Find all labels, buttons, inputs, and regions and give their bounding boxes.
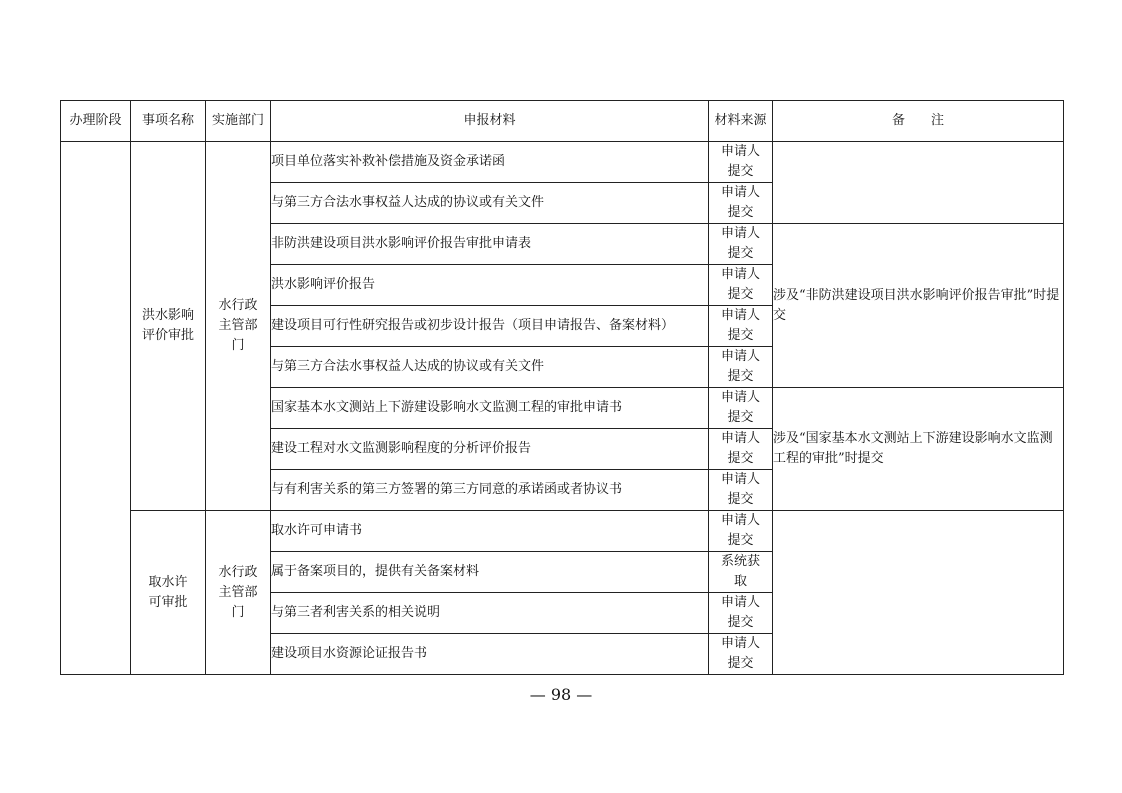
material-cell: 国家基本水文测站上下游建设影响水文监测工程的审批申请书 [271, 388, 709, 429]
header-stage: 办理阶段 [61, 101, 131, 142]
table-row [61, 142, 1064, 183]
header-item: 事项名称 [131, 101, 206, 142]
note-cell [773, 142, 1064, 224]
source-cell: 申请人提交 [709, 142, 773, 183]
material-cell: 取水许可申请书 [271, 511, 709, 552]
note-cell [773, 511, 1064, 675]
material-cell: 建设项目水资源论证报告书 [271, 634, 709, 675]
material-cell: 与第三者利害关系的相关说明 [271, 593, 709, 634]
source-cell: 申请人提交 [709, 593, 773, 634]
source-cell: 申请人提交 [709, 183, 773, 224]
item-name-cell: 洪水影响评价审批 [131, 142, 206, 511]
source-cell: 申请人提交 [709, 347, 773, 388]
source-cell: 申请人提交 [709, 429, 773, 470]
dept-cell: 水行政主管部门 [206, 511, 271, 675]
dept-cell: 水行政主管部门 [206, 142, 271, 511]
header-materials: 申报材料 [271, 101, 709, 142]
material-cell: 与有利害关系的第三方签署的第三方同意的承诺函或者协议书 [271, 470, 709, 511]
page-number: — 98 — [529, 685, 593, 704]
material-cell: 洪水影响评价报告 [271, 265, 709, 306]
table-row [61, 511, 1064, 552]
material-cell: 建设项目可行性研究报告或初步设计报告（项目申请报告、备案材料） [271, 306, 709, 347]
note-cell: 涉及“非防洪建设项目洪水影响评价报告审批”时提交 [773, 224, 1064, 388]
materials-table [60, 100, 1064, 675]
source-cell: 申请人提交 [709, 470, 773, 511]
material-cell: 建设工程对水文监测影响程度的分析评价报告 [271, 429, 709, 470]
material-cell: 属于备案项目的，提供有关备案材料 [271, 552, 709, 593]
source-cell: 申请人提交 [709, 306, 773, 347]
table-header-row [61, 101, 1064, 142]
header-source: 材料来源 [709, 101, 773, 142]
material-cell: 与第三方合法水事权益人达成的协议或有关文件 [271, 183, 709, 224]
note-cell: 涉及“国家基本水文测站上下游建设影响水文监测工程的审批”时提交 [773, 388, 1064, 511]
source-cell: 系统获取 [709, 552, 773, 593]
header-note: 备 注 [773, 101, 1064, 142]
source-cell: 申请人提交 [709, 511, 773, 552]
material-cell: 非防洪建设项目洪水影响评价报告审批申请表 [271, 224, 709, 265]
material-cell: 项目单位落实补救补偿措施及资金承诺函 [271, 142, 709, 183]
header-dept: 实施部门 [206, 101, 271, 142]
source-cell: 申请人提交 [709, 224, 773, 265]
source-cell: 申请人提交 [709, 388, 773, 429]
source-cell: 申请人提交 [709, 265, 773, 306]
material-cell: 与第三方合法水事权益人达成的协议或有关文件 [271, 347, 709, 388]
stage-cell [61, 142, 131, 675]
source-cell: 申请人提交 [709, 634, 773, 675]
item-name-cell: 取水许可审批 [131, 511, 206, 675]
